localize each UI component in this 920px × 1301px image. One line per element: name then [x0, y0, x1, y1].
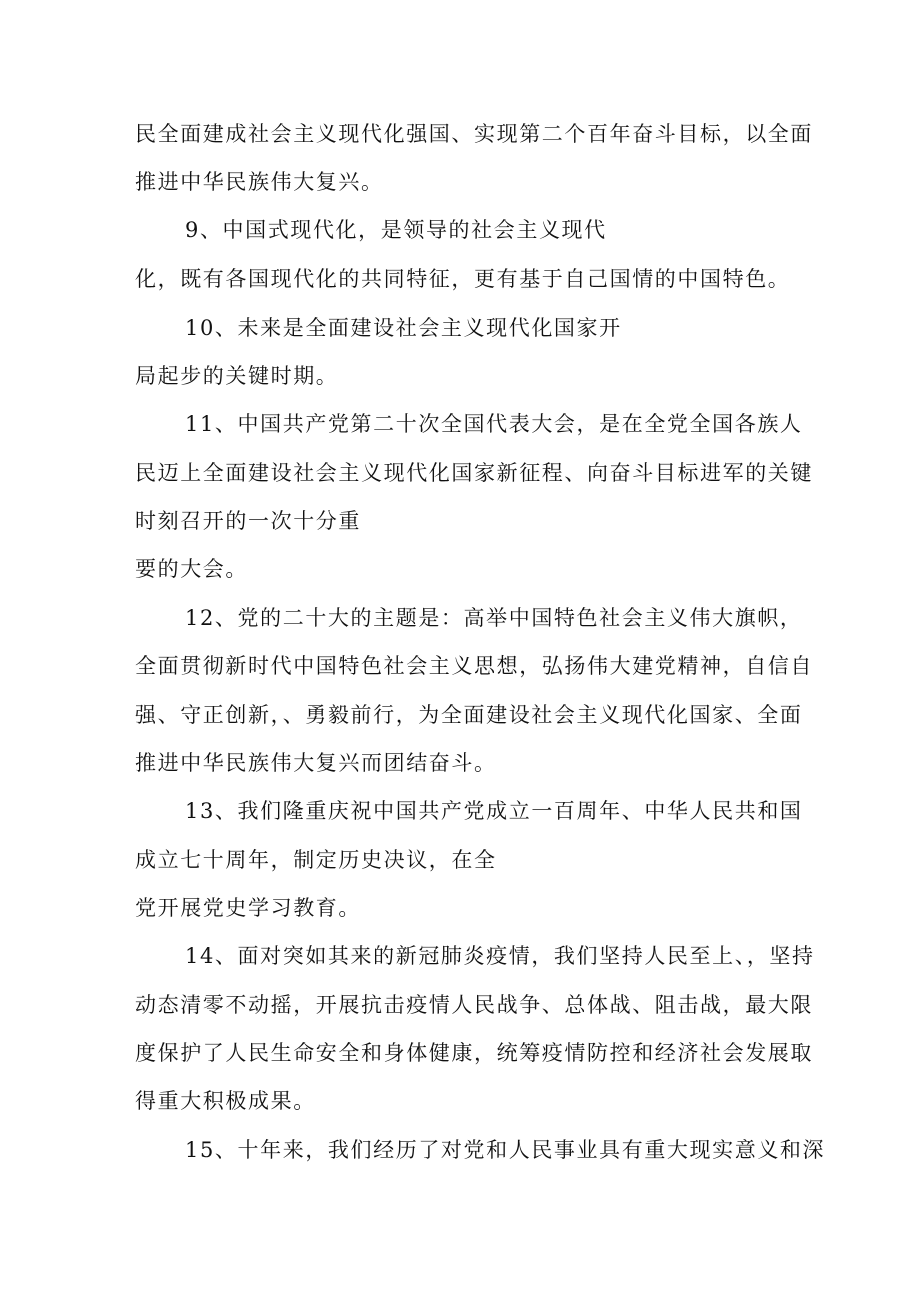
text-line: 民迈上全面建设社会主义现代化国家新征程、向奋斗目标进军的关键	[135, 461, 813, 485]
text-line: 推进中华民族伟大复兴而团结奋斗。	[135, 751, 497, 775]
text-line: 成立七十周年，制定历史决议，在全	[135, 848, 497, 872]
text-line: 化，既有各国现代化的共同特征，更有基于自己国情的中国特色。	[135, 267, 791, 291]
paragraph-start-line: 15、十年来，我们经历了对党和人民事业具有重大现实意义和深	[185, 1138, 826, 1162]
paragraph-start-line: 12、党的二十大的主题是：高举中国特色社会主义伟大旗帜，	[185, 606, 803, 630]
text-line: 党开展党史学习教育。	[135, 896, 361, 920]
text-line: 时刻召开的一次十分重	[135, 509, 361, 533]
text-line: 推进中华民族伟大复兴。	[135, 170, 384, 194]
paragraph-start-line: 10、未来是全面建设社会主义现代化国家开	[185, 316, 622, 340]
text-line: 度保护了人民生命安全和身体健康，统筹疫情防控和经济社会发展取	[135, 1041, 813, 1065]
text-line: 强、守正创新，、勇毅前行，为全面建设社会主义现代化国家、全面	[135, 703, 803, 727]
paragraph-start-line: 13、我们隆重庆祝中国共产党成立一百周年、中华人民共和国	[185, 799, 803, 823]
text-line: 动态清零不动摇，开展抗击疫情人民战争、总体战、阻击战，最大限	[135, 993, 813, 1017]
paragraph-start-line: 9、中国式现代化，是领导的社会主义现代	[185, 218, 607, 242]
text-line: 民全面建成社会主义现代化强国、实现第二个百年奋斗目标，以全面	[135, 122, 813, 146]
text-line: 要的大会。	[135, 557, 248, 581]
paragraph-start-line: 11、中国共产党第二十次全国代表大会，是在全党全国各族人	[185, 412, 803, 436]
text-line: 全面贯彻新时代中国特色社会主义思想，弘扬伟大建党精神，自信自	[135, 654, 813, 678]
paragraph-start-line: 14、面对突如其来的新冠肺炎疫情，我们坚持人民至上、，坚持	[185, 944, 815, 968]
text-line: 得重大积极成果。	[135, 1089, 316, 1113]
text-line: 局起步的关键时期。	[135, 364, 339, 388]
